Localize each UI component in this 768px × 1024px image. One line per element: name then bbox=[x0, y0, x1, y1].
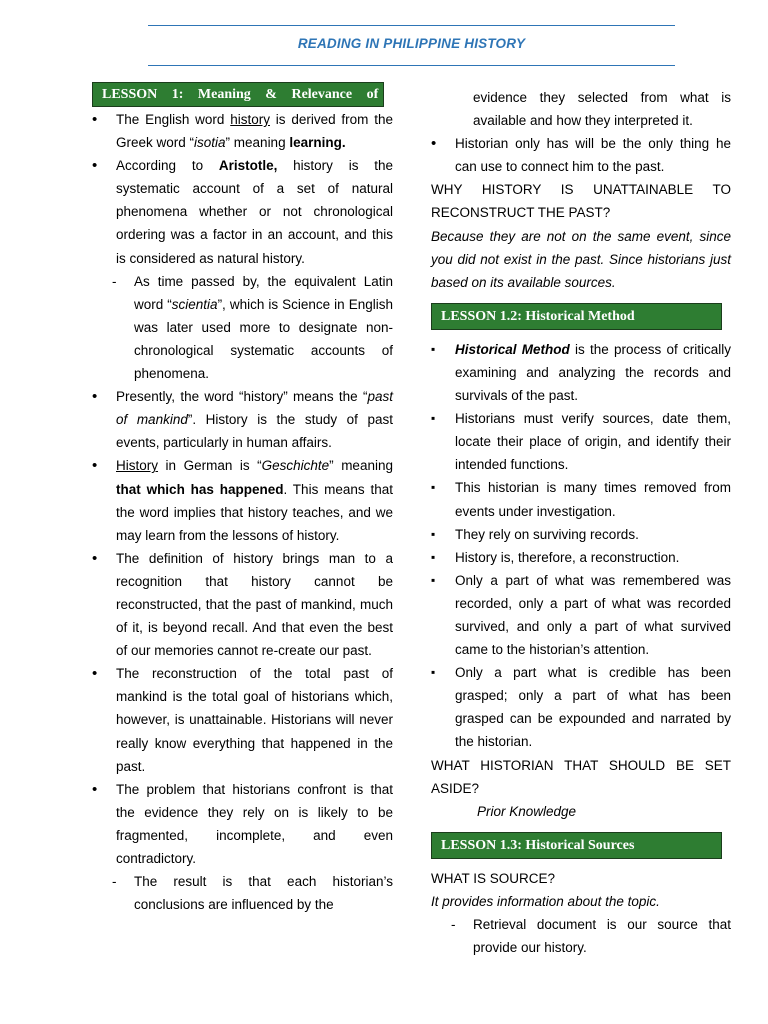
lesson-1-heading: LESSON 1: Meaning & Relevance of bbox=[92, 82, 384, 107]
subitem-retrieval-document: - Retrieval document is our source that provide our history. bbox=[431, 913, 731, 959]
continued-evidence-text: evidence they selected from what is available and how they interpreted it. bbox=[473, 90, 731, 129]
bullet-removed-from-events: ▪ This historian is many times removed from events under investigation. bbox=[431, 476, 731, 522]
bullet-only-a-part-credible: ▪ Only a part what is credible has been grasped; only a part of what has been grasped can be expounded and narrated by the historian. bbox=[431, 661, 731, 753]
lesson-1-3-heading: LESSON 1.3: Historical Sources bbox=[431, 832, 722, 859]
answer-what-is-source: It provides information about the topic. bbox=[431, 893, 660, 909]
bullet-reconstruction: ▪ History is, therefore, a reconstruction. bbox=[431, 546, 731, 569]
subitem-historian-conclusions: - The result is that each historian’s conclusions are influenced by the bbox=[92, 870, 393, 916]
bullet-historian-problem: • The problem that historians confront is that the evidence they rely on is likely to be fragmented, incomplete, and even contradictory. bbox=[92, 778, 393, 870]
bullet-only-a-part-remembered: ▪ Only a part of what was remembered was recorded, only a part of what was recorded survived, and only a part of what survived came to the historian’s attention. bbox=[431, 569, 731, 661]
bullet-english-word-history: • The English word history is derived from the Greek word “isotia” meaning learning. bbox=[92, 108, 393, 154]
left-column bbox=[92, 82, 393, 916]
question-why-unattainable: WHY HISTORY IS UNATTAINABLE TO RECONSTRUCT THE PAST? bbox=[431, 182, 731, 221]
bullet-aristotle-definition: • According to Aristotle, history is the systematic account of a set of natural phenomena whether or not chronological ordering was a factor in an account, and this is considered as natural history. bbox=[92, 154, 393, 269]
bullet-historian-only: • Historian only has will be the only thing he can use to connect him to the past. bbox=[431, 132, 731, 178]
header-bottom-rule bbox=[148, 65, 675, 66]
bullet-verify-sources: ▪ Historians must verify sources, date them, locate their place of origin, and identify their intended functions. bbox=[431, 407, 731, 476]
header-top-rule bbox=[148, 25, 675, 26]
answer-why-unattainable: Because they are not on the same event, since you did not exist in the past. Since historians just based on its available sources. bbox=[431, 228, 731, 290]
bullet-german-geschichte: • History in German is “Geschichte” meaning that which has happened. This means that the word implies that history teaches, and we may learn from the lessons of history. bbox=[92, 454, 393, 546]
bullet-surviving-records: ▪ They rely on surviving records. bbox=[431, 523, 731, 546]
bullet-reconstruction-goal: • The reconstruction of the total past of mankind is the total goal of historians which, however, is unattainable. Historians will never really know everything that happened in the past. bbox=[92, 662, 393, 777]
subitem-latin-scientia: - As time passed by, the equivalent Latin word “scientia”, which is Science in English was later used more to designate non-chronological systematic accounts of phenomena. bbox=[92, 270, 393, 385]
bullet-historical-method: ▪ Historical Method is the process of critically examining and analyzing the records and survivals of the past. bbox=[431, 338, 731, 407]
lesson-1-2-heading: LESSON 1.2: Historical Method bbox=[431, 303, 722, 330]
right-column bbox=[431, 86, 731, 959]
bullet-past-of-mankind: • Presently, the word “history” means the “past of mankind”. History is the study of past events, particularly in human affairs. bbox=[92, 385, 393, 454]
question-what-is-source: WHAT IS SOURCE? bbox=[431, 870, 556, 886]
answer-prior-knowledge: Prior Knowledge bbox=[477, 803, 577, 819]
question-set-aside: WHAT HISTORIAN THAT SHOULD BE SET ASIDE? bbox=[431, 757, 731, 796]
document-title: READING IN PHILIPPINE HISTORY bbox=[297, 36, 526, 51]
bullet-definition-recognition: • The definition of history brings man to a recognition that history cannot be reconstructed, that the past of mankind, much of it, is beyond recall. And that even the best of our memories cannot re-create our past. bbox=[92, 547, 393, 662]
